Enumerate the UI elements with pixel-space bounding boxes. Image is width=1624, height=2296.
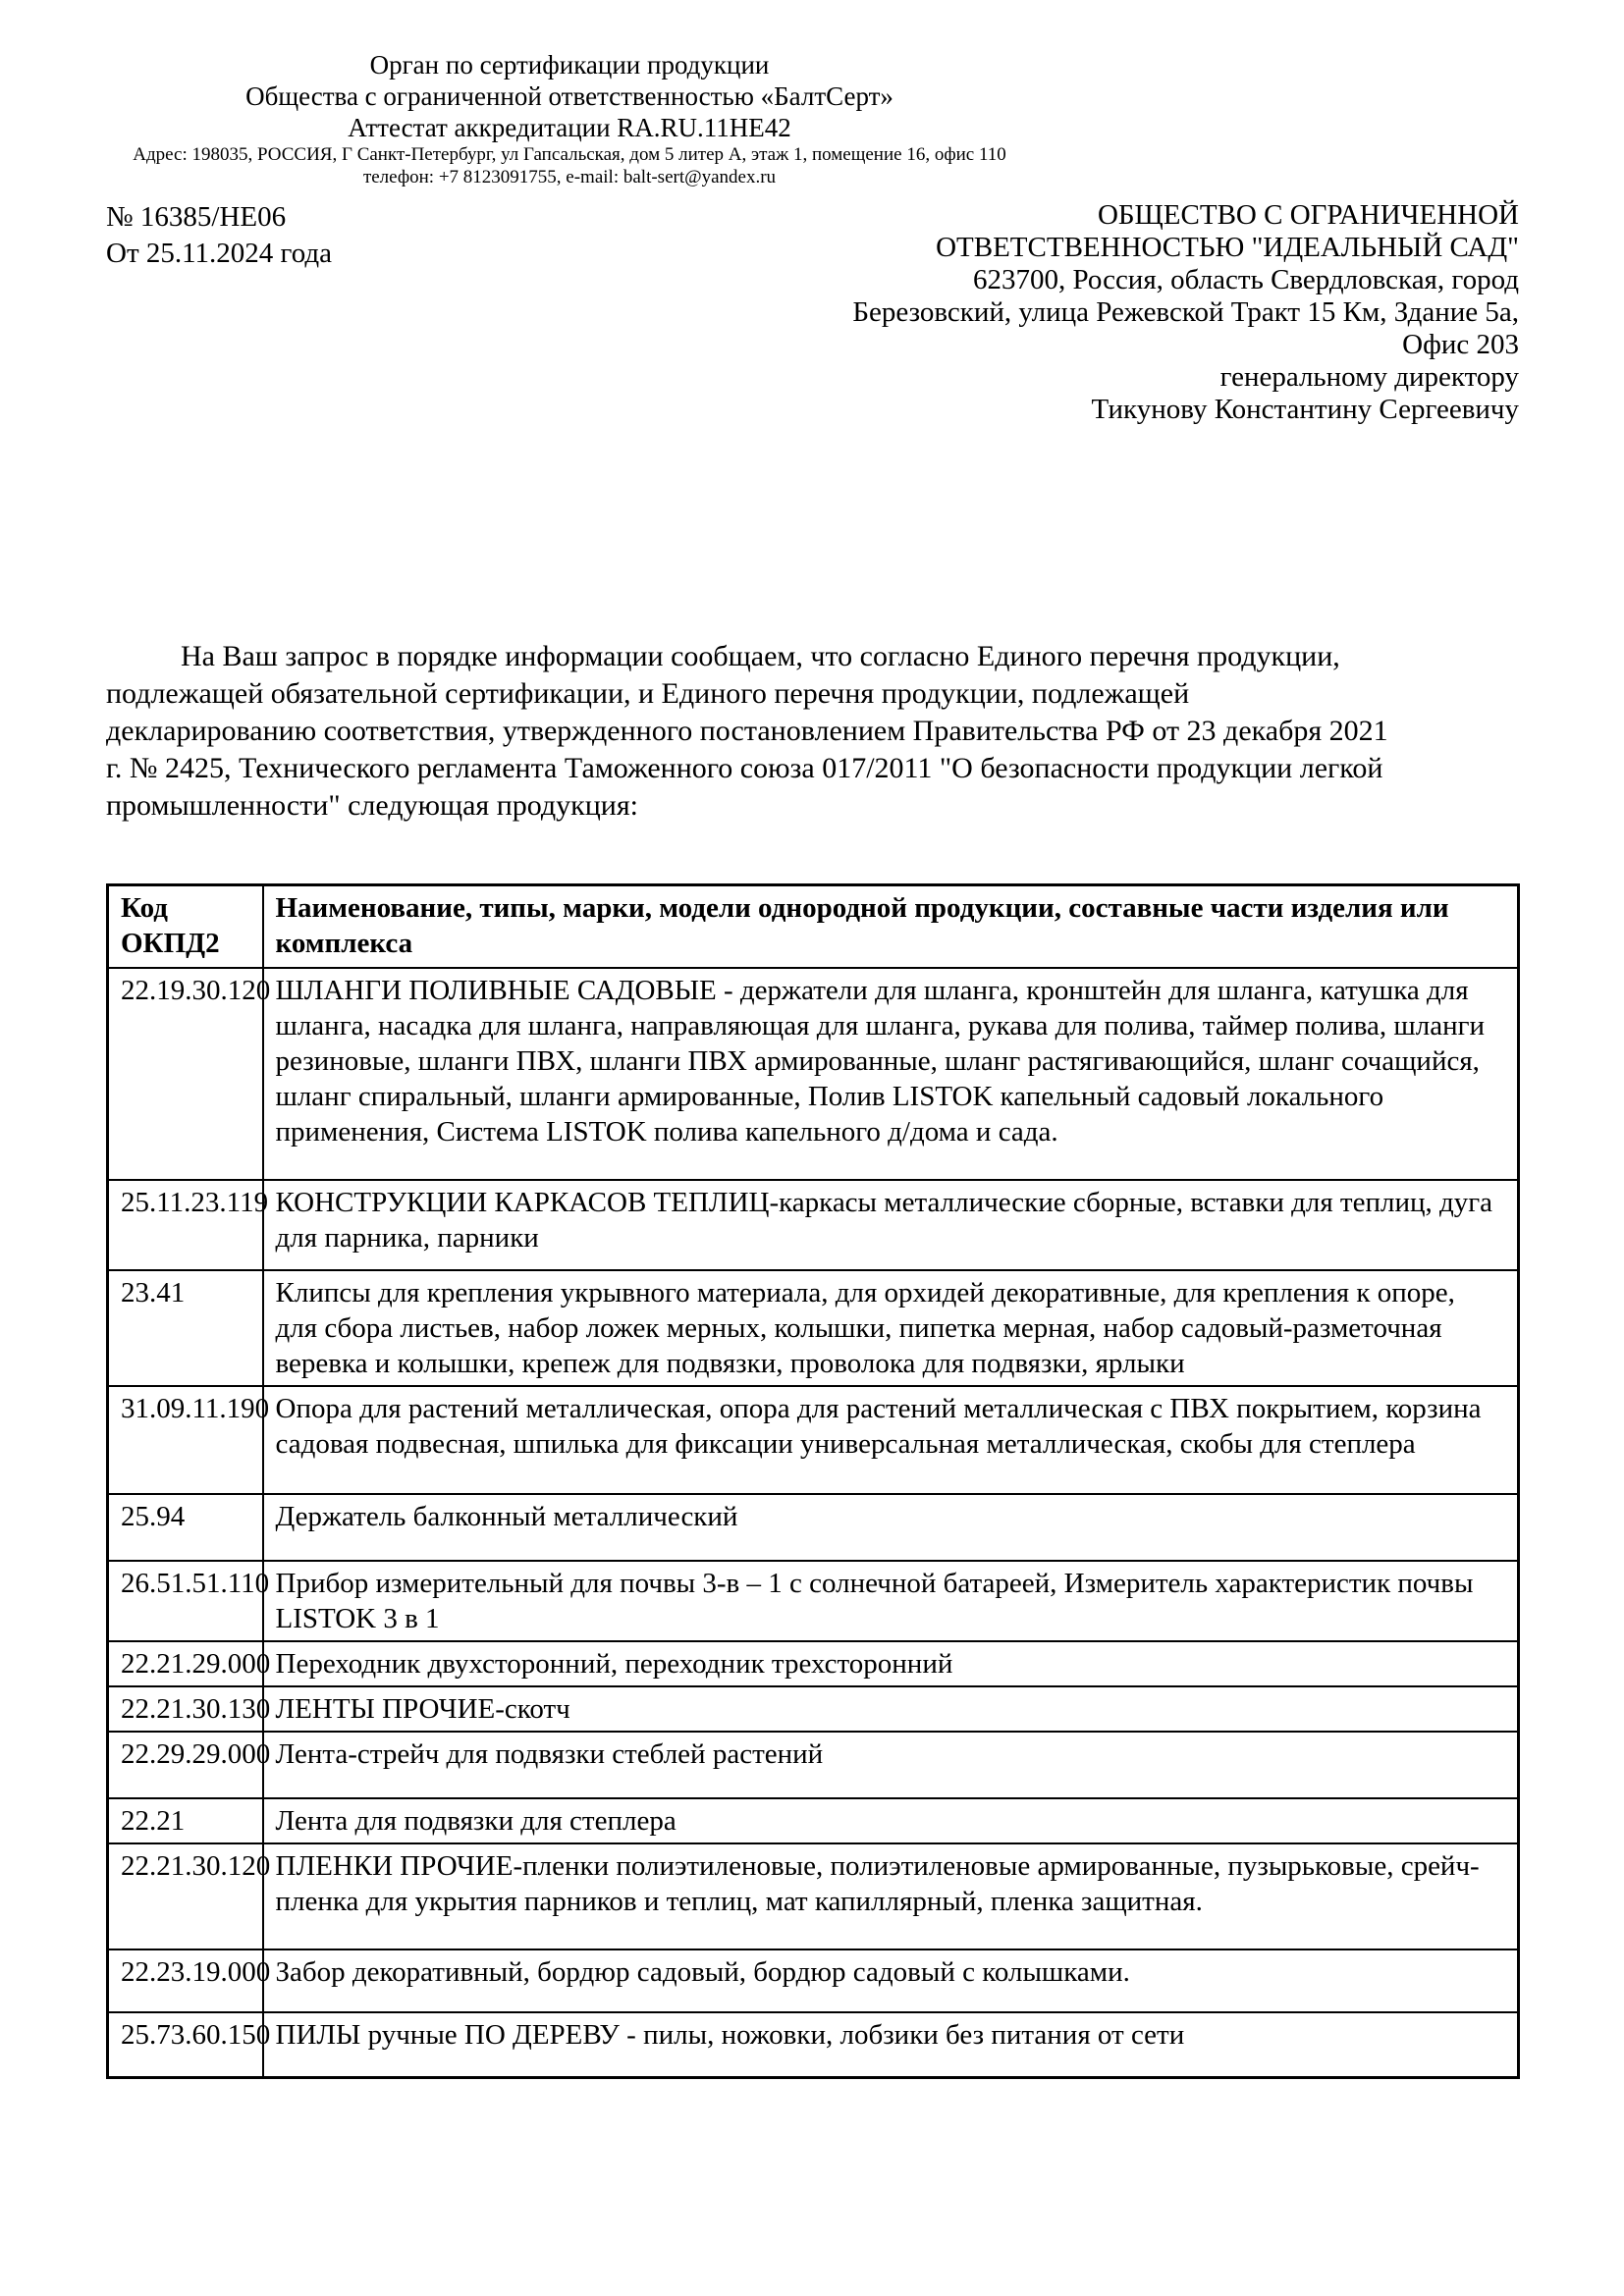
recipient-block xyxy=(635,199,1519,426)
table-row xyxy=(108,1494,1519,1561)
okpd-code-cell: 22.21.29.000 xyxy=(108,1641,263,1686)
body-paragraph: На Ваш запрос в порядке информации сообщаем, что согласно Единого перечня продукции, подлежащей обязательной сертификации, и Единого перечня продукции, подлежащей декларированию соответствия, утвержденного постановлением Правительства РФ от 23 декабря 2021 г. № 2425, Технического регламента Таможенного союза 017/2011 "О безопасности продукции легкой промышленности" следующая продукция: xyxy=(106,640,1388,822)
recipient-line: ОТВЕТСТВЕННОСТЬЮ "ИДЕАЛЬНЫЙ САД" xyxy=(936,232,1519,263)
table-row xyxy=(108,2012,1519,2078)
table-row xyxy=(108,1843,1519,1949)
okpd-code-cell: 22.21 xyxy=(108,1798,263,1843)
okpd-code-cell: 25.73.60.150 xyxy=(108,2012,263,2078)
letterhead-org-name-line1: Орган по сертификации продукции xyxy=(369,50,770,80)
table-row xyxy=(108,1270,1519,1386)
product-description-cell: Забор декоративный, бордюр садовый, бордюр садовый с колышками. xyxy=(263,1949,1519,2012)
product-description-cell: ПЛЕНКИ ПРОЧИЕ-пленки полиэтиленовые, полиэтиленовые армированные, пузырьковые, срейч-пленка для укрытия парников и теплиц, мат капиллярный, пленка защитная. xyxy=(263,1843,1519,1949)
okpd-code-cell: 22.23.19.000 xyxy=(108,1949,263,2012)
product-description-cell: ШЛАНГИ ПОЛИВНЫЕ САДОВЫЕ - держатели для шланга, кронштейн для шланга, катушка для шланга, насадка для шланга, направляющая для шланга, рукава для полива, таймер полива, шланги резиновые, шланги ПВХ, шланги ПВХ армированные, шланг растягивающийся, шланг сочащийся, шланг спиральный, шланги армированные, Полив LISTOK капельный садовый локального применения, Система LISTOK полива капельного д/дома и сада. xyxy=(263,968,1519,1180)
letterhead-accreditation: Аттестат аккредитации RA.RU.11HE42 xyxy=(348,113,791,142)
okpd-code-cell: 22.29.29.000 xyxy=(108,1732,263,1798)
table-row xyxy=(108,1686,1519,1732)
letterhead-org-name-line2: Общества с ограниченной ответственностью «БалтСерт» xyxy=(245,81,893,111)
recipient-line: 623700, Россия, область Свердловская, город xyxy=(972,264,1519,295)
product-description-cell: ПИЛЫ ручные ПО ДЕРЕВУ - пилы, ножовки, лобзики без питания от сети xyxy=(263,2012,1519,2078)
product-description-cell: Прибор измерительный для почвы 3-в – 1 с солнечной батареей, Измеритель характеристик почвы LISTOK 3 в 1 xyxy=(263,1561,1519,1641)
okpd-code-cell: 22.21.30.120 xyxy=(108,1843,263,1949)
table-row xyxy=(108,968,1519,1180)
table-row xyxy=(108,1949,1519,2012)
okpd-code-cell: 22.19.30.120 xyxy=(108,968,263,1180)
recipient-line: Березовский, улица Режевской Тракт 15 Км, Здание 5а, xyxy=(852,296,1519,328)
okpd-code-cell: 31.09.11.190 xyxy=(108,1386,263,1494)
letterhead-contacts: телефон: +7 8123091755, e-mail: balt-sert@yandex.ru xyxy=(362,167,777,187)
okpd-code-cell: 26.51.51.110 xyxy=(108,1561,263,1641)
recipient-line: генеральному директору xyxy=(1219,361,1519,393)
table-row xyxy=(108,1561,1519,1641)
reference-block xyxy=(106,199,332,272)
table-row xyxy=(108,1180,1519,1270)
product-description-cell: КОНСТРУКЦИИ КАРКАСОВ ТЕПЛИЦ-каркасы металлические сборные, вставки для теплиц, дуга для парника, парники xyxy=(263,1180,1519,1270)
table-row xyxy=(108,1798,1519,1843)
product-description-cell: Клипсы для крепления укрывного материала, для орхидей декоративные, для крепления к опоре, для сбора листьев, набор ложек мерных, колышки, пипетка мерная, набор садовый-разметочная веревка и колышки, крепеж для подвязки, проволока для подвязки, ярлыки xyxy=(263,1270,1519,1386)
okpd-code-cell: 23.41 xyxy=(108,1270,263,1386)
header-cell-okpd-code: Код ОКПД2 xyxy=(108,885,263,968)
table-row xyxy=(108,1386,1519,1494)
products-table xyxy=(106,883,1520,2079)
product-description-cell: Переходник двухсторонний, переходник трехсторонний xyxy=(263,1641,1519,1686)
product-description-cell: Держатель балконный металлический xyxy=(263,1494,1519,1561)
product-description-cell: Опора для растений металлическая, опора для растений металлическая с ПВХ покрытием, корзина садовая подвесная, шпилька для фиксации универсальная металлическая, скобы для степлера xyxy=(263,1386,1519,1494)
reference-number: № 16385/HE06 xyxy=(106,201,287,233)
okpd-code-cell: 25.94 xyxy=(108,1494,263,1561)
table-row xyxy=(108,1732,1519,1798)
header-cell-product-name: Наименование, типы, марки, модели однородной продукции, составные части изделия или комплекса xyxy=(263,885,1519,968)
product-description-cell: ЛЕНТЫ ПРОЧИЕ-скотч xyxy=(263,1686,1519,1732)
product-description-cell: Лента для подвязки для степлера xyxy=(263,1798,1519,1843)
letterhead-address: Адрес: 198035, РОССИЯ, Г Санкт-Петербург, ул Гапсальская, дом 5 литер А, этаж 1, помещение 16, офис 110 xyxy=(133,144,1006,165)
okpd-code-cell: 25.11.23.119 xyxy=(108,1180,263,1270)
products-table-header xyxy=(108,885,1519,968)
letterhead xyxy=(103,49,1036,188)
reference-date: От 25.11.2024 года xyxy=(106,238,333,269)
okpd-code-cell: 22.21.30.130 xyxy=(108,1686,263,1732)
recipient-line: Офис 203 xyxy=(1402,329,1519,360)
product-description-cell: Лента-стрейч для подвязки стеблей растений xyxy=(263,1732,1519,1798)
header-row xyxy=(108,885,1519,968)
recipient-line: Тикунову Константину Сергеевичу xyxy=(1091,394,1519,425)
products-table-body xyxy=(108,968,1519,2078)
recipient-line: ОБЩЕСТВО С ОГРАНИЧЕННОЙ xyxy=(1097,199,1519,231)
table-row xyxy=(108,1641,1519,1686)
